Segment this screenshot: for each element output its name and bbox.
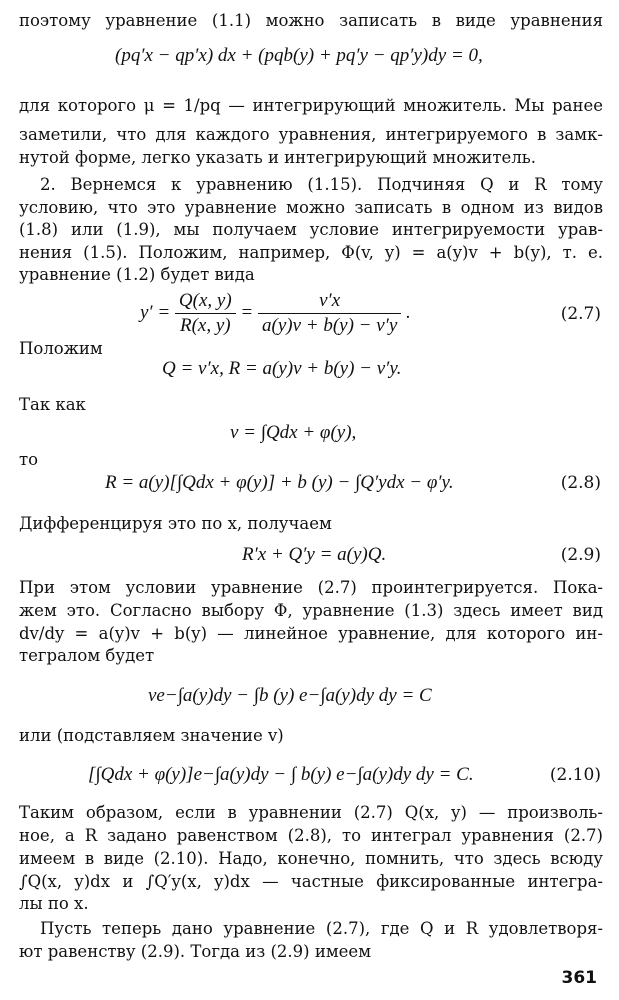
text-line: для которого μ = 1/pq — интегрирующий множитель. Мы ранее	[19, 96, 603, 115]
page-number: 361	[561, 968, 597, 988]
eq27-f1-numerator: Q(x, y)	[175, 289, 236, 314]
text-line: Положим	[19, 339, 103, 358]
text-line: ∫Q(x, y)dx и ∫Q′y(x, y)dx — частные фиксированные интегра-	[19, 872, 603, 891]
text-line: ное, а R задано равенством (2.8), то интеграл уравнения (2.7)	[19, 826, 603, 845]
text-line: жем это. Согласно выбору Φ, уравнение (1.3) здесь имеет вид	[19, 601, 603, 620]
text-line: При этом условии уравнение (2.7) проинтегрируется. Пока-	[19, 578, 603, 597]
text-line: нутой форме, легко указать и интегрирующий множитель.	[19, 148, 537, 167]
equation-2-8: R = a(y)[∫Qdx + φ(y)] + b (y) − ∫Q′ydx − φ′y.	[105, 472, 454, 493]
equation-v: v = ∫Qdx + φ(y),	[230, 422, 357, 443]
text-line: 2. Вернемся к уравнению (1.15). Подчиняя Q и R тому	[40, 175, 603, 194]
text-line: ют равенству (2.9). Тогда из (2.9) имеем	[19, 942, 372, 961]
equation-2-7	[140, 289, 411, 338]
text-line: или (подставляем значение v)	[19, 726, 284, 745]
text-line: то	[19, 450, 39, 469]
equation-2-10: [∫Qdx + φ(y)]e−∫a(y)dy − ∫ b(y) e−∫a(y)dy dy = C.	[88, 764, 474, 785]
eq27-f1-denominator: R(x, y)	[179, 315, 231, 336]
text-line: нения (1.5). Положим, например, Φ(v, y) = a(y)v + b(y), т. е.	[19, 243, 603, 262]
eq27-lhs: y′ =	[140, 301, 171, 323]
eq27-f2-numerator: v′x	[258, 289, 401, 314]
equation-2-9: R′x + Q′y = a(y)Q.	[242, 544, 387, 565]
equation-linear: ve−∫a(y)dy − ∫b (y) e−∫a(y)dy dy = C	[148, 685, 432, 706]
equation-1: (pq′x − qp′x) dx + (pqb(y) + pq′y − qp′y)dy = 0,	[115, 45, 483, 66]
text-line: тегралом будет	[19, 646, 155, 665]
text-line: dv/dy = a(y)v + b(y) — линейное уравнение, для которого ин-	[19, 624, 603, 643]
eq27-fraction-1	[175, 289, 236, 338]
equation-number: (2.8)	[560, 473, 601, 493]
text-line: Таким образом, если в уравнении (2.7) Q(x, y) — произволь-	[19, 803, 603, 822]
text-line: условию, что это уравнение можно записать в одном из видов	[19, 198, 603, 217]
equation-number: (2.7)	[560, 304, 601, 324]
text-line: Дифференцируя это по x, получаем	[19, 514, 332, 533]
text-line: заметили, что для каждого уравнения, интегрируемого в замк-	[19, 125, 603, 144]
text-line: поэтому уравнение (1.1) можно записать в виде уравнения	[19, 11, 603, 30]
text-line: Пусть теперь дано уравнение (2.7), где Q и R удовлетворя-	[40, 919, 603, 938]
eq27-f2-denominator: a(y)v + b(y) − v′y	[262, 315, 398, 336]
eq27-fraction-2	[258, 289, 401, 338]
equation-number: (2.9)	[560, 545, 601, 565]
equation-QR: Q = v′x, R = a(y)v + b(y) − v′y.	[162, 358, 402, 379]
text-line: уравнение (1.2) будет вида	[19, 265, 255, 284]
eq27-equals: =	[240, 301, 254, 323]
equation-number: (2.10)	[549, 765, 601, 785]
text-line: (1.8) или (1.9), мы получаем условие интегрируемости урав-	[19, 220, 603, 239]
eq27-period: .	[406, 301, 411, 323]
text-line: Так как	[19, 395, 86, 414]
text-line: лы по x.	[19, 894, 89, 913]
text-line: имеем в виде (2.10). Надо, конечно, помнить, что здесь всюду	[19, 849, 603, 868]
